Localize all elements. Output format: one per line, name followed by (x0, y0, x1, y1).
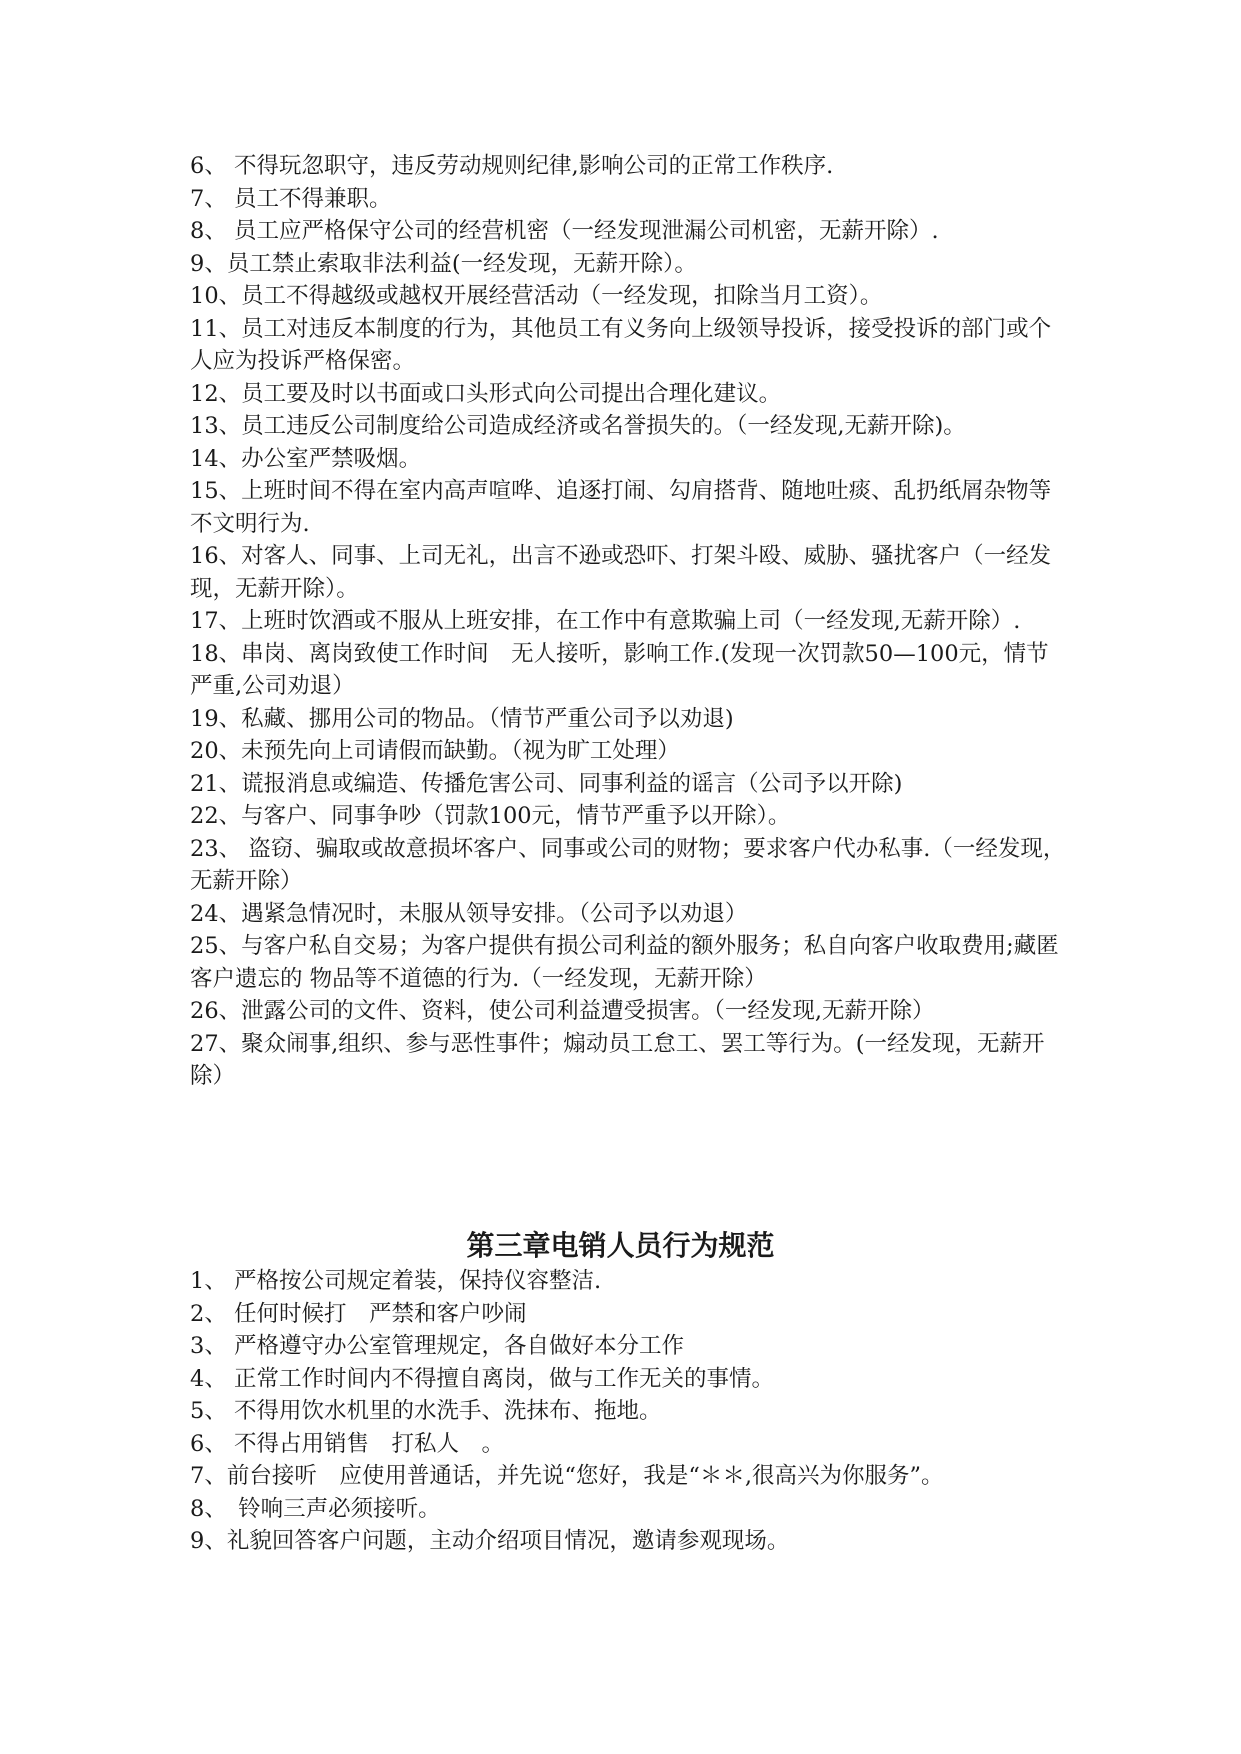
conduct-item: 6、 不得占用销售 打私人 。 (190, 1430, 504, 1457)
conduct-item: 5、 不得用饮水机里的水洗手、洗抹布、拖地。 (190, 1398, 662, 1424)
rule-item: 16、对客人、同事、上司无礼，出言不逊或恐吓、打架斗殴、威胁、骚扰客户（一经发现，无薪开除）。 (190, 543, 1052, 602)
rule-item: 19、私藏、挪用公司的物品。（情节严重公司予以劝退) (190, 705, 734, 732)
conduct-item: 8、 铃响三声必须接听。 (190, 1495, 441, 1522)
rule-item: 7、 员工不得兼职。 (190, 185, 392, 212)
rule-item: 17、上班时饮酒或不服从上班安排，在工作中有意欺骗上司（一经发现,无薪开除）. (190, 608, 1021, 634)
rule-item: 12、员工要及时以书面或口头形式向公司提出合理化建议。 (190, 380, 782, 407)
rule-item: 26、泄露公司的文件、资料，使公司利益遭受损害。（一经发现,无薪开除） (190, 998, 935, 1024)
conduct-item: 9、礼貌回答客户问题，主动介绍项目情况，邀请参观现场。 (190, 1528, 790, 1554)
conduct-item: 7、前台接听 应使用普通话，并先说“您好，我是“＊＊,很高兴为你服务”。 (190, 1463, 944, 1489)
rule-item: 20、未预先向上司请假而缺勤。（视为旷工处理） (190, 738, 680, 764)
rule-item: 21、谎报消息或编造、传播危害公司、同事利益的谣言（公司予以开除) (190, 770, 903, 797)
conduct-list (190, 1265, 1070, 1558)
rule-item: 27、聚众闹事,组织、参与恶性事件；煽动员工怠工、罢工等行为。(一经发现，无薪开除） (190, 1030, 1045, 1089)
conduct-item: 4、 正常工作时间内不得擅自离岗，做与工作无关的事情。 (190, 1365, 774, 1392)
rule-item: 9、员工禁止索取非法利益(一经发现，无薪开除）。 (190, 250, 697, 277)
rule-item: 15、上班时间不得在室内高声喧哗、追逐打闹、勾肩搭背、随地吐痰、乱扔纸屑杂物等不文明行为. (190, 478, 1052, 537)
rule-item: 22、与客户、同事争吵（罚款100元，情节严重予以开除）。 (190, 803, 791, 829)
chapter-heading: 第三章电销人员行为规范 (466, 1229, 775, 1263)
rule-item: 24、遇紧急情况时，未服从领导安排。（公司予以劝退） (190, 900, 748, 927)
rule-item: 8、 员工应严格保守公司的经营机密（一经发现泄漏公司机密，无薪开除）. (190, 218, 939, 244)
rule-item: 23、 盗窃、骗取或故意损坏客户、同事或公司的财物；要求客户代办私事.（一经发现，无薪开除） (190, 835, 1066, 894)
rule-item: 11、员工对违反本制度的行为，其他员工有义务向上级领导投诉，接受投诉的部门或个人应为投诉严格保密。 (190, 315, 1052, 374)
rule-item: 10、员工不得越级或越权开展经营活动（一经发现，扣除当月工资）。 (190, 283, 883, 309)
rules-list (190, 150, 1070, 1093)
rule-item: 14、办公室严禁吸烟。 (190, 445, 422, 472)
rule-item: 13、员工违反公司制度给公司造成经济或名誉损失的。（一经发现,无薪开除)。 (190, 413, 966, 439)
rule-item: 6、 不得玩忽职守，违反劳动规则纪律,影响公司的正常工作秩序. (190, 153, 834, 179)
conduct-item: 2、 任何时候打 严禁和客户吵闹 (190, 1300, 527, 1327)
conduct-item: 1、 严格按公司规定着装，保持仪容整洁. (190, 1268, 602, 1294)
conduct-item: 3、 严格遵守办公室管理规定，各自做好本分工作 (190, 1333, 684, 1359)
rule-item: 18、串岗、离岗致使工作时间 无人接听，影响工作.(发现一次罚款50—100元，情节严重,公司劝退） (190, 640, 1049, 699)
rule-item: 25、与客户私自交易；为客户提供有损公司利益的额外服务；私自向客户收取费用;藏匿客户遗忘的 物品等不道德的行为.（一经发现，无薪开除） (190, 933, 1059, 992)
